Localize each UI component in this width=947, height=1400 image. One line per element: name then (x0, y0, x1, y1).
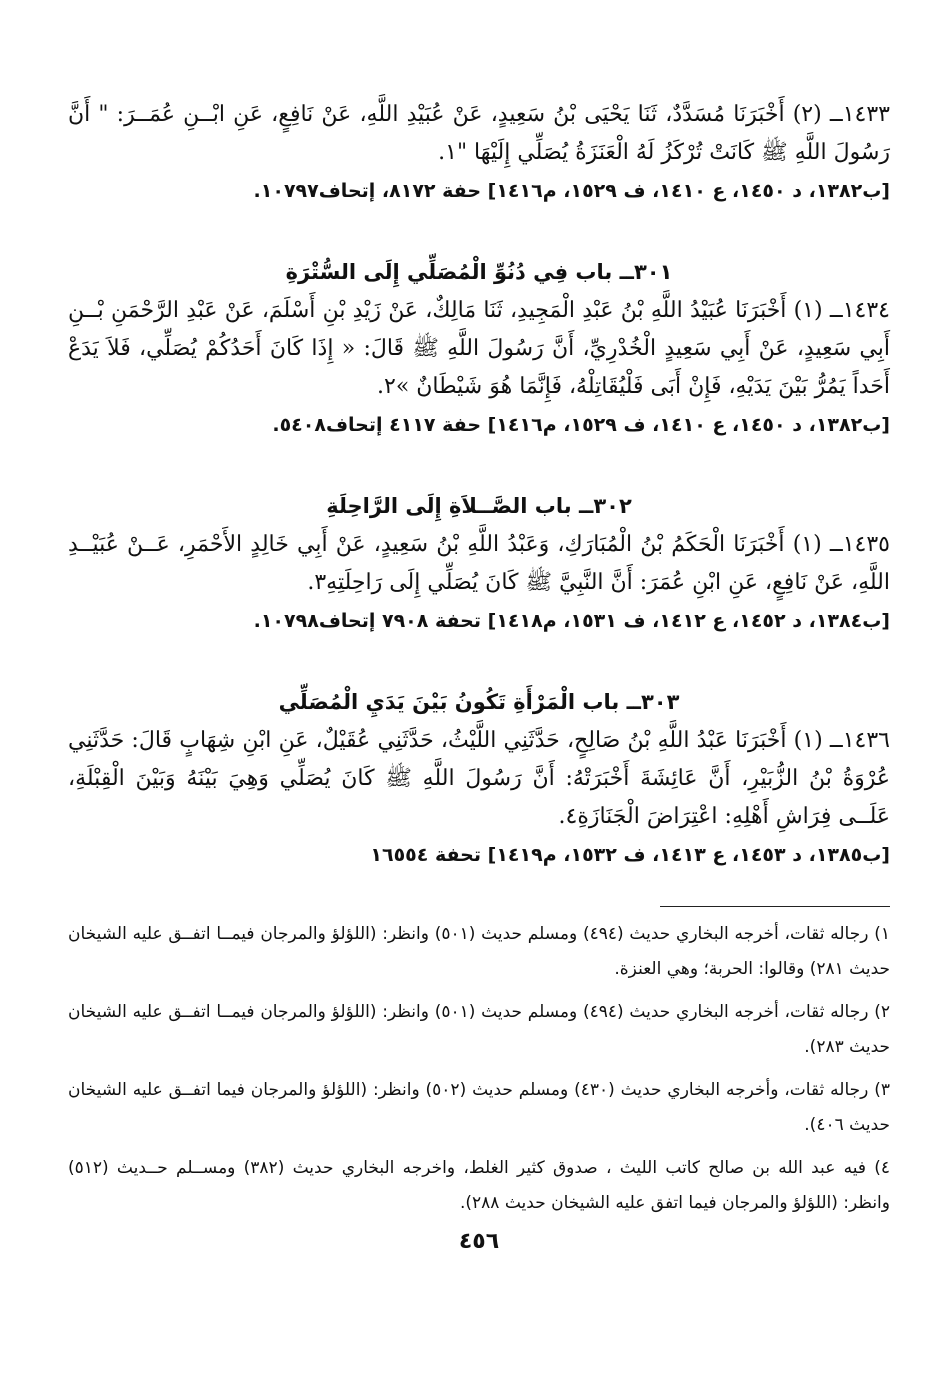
chapter-302-heading: ٣٠٢ــ باب الصَّــلاَةِ إِلَى الرَّاحِلَةِ (326, 494, 632, 518)
footnote-separator (660, 906, 890, 907)
hadith-1435-references: [ب١٣٨٤، د ١٤٥٢، ع ١٤١٢، ف ١٥٣١، م١٤١٨] تحفة ٧٩٠٨ إتحاف١٠٧٩٨. (253, 610, 890, 632)
chapter-301-heading: ٣٠١ــ باب فِي دُنُوِّ الْمُصَلِّي إِلَى السُّتْرَةِ (285, 260, 673, 284)
chapter-303-heading: ٣٠٣ــ باب الْمَرْأَةِ تَكُونُ بَيْنَ يَدَيِ الْمُصَلِّي (278, 690, 680, 714)
footnote-3: ٣) رجاله ثقات، وأخرجه البخاري حديث (٤٣٠) ومسلم حديث (٥٠٢) وانظر: (اللؤلؤ والمرجان فيما اتفــق عليه الشيخان حديث ٤٠٦). (68, 1080, 890, 1135)
footnote-4: ٤) فيه عبد الله بن صالح كاتب الليث ، صدوق كثير الغلط، واخرجه البخاري حديث (٣٨٢) ومســلم حــديث (٥١٢) وانظر: (اللؤلؤ والمرجان فيما اتفق عليه الشيخان حديث ٢٨٨). (68, 1158, 890, 1213)
hadith-1433: ١٤٣٣ــ (٢) أَخْبَرَنَا مُسَدَّدٌ، ثَنَا يَحْيَى بْنُ سَعِيدٍ، عَنْ عُبَيْدِ اللَّهِ، عَنْ نَافِعٍ، عَنِ ابْــنِ عُمَــرَ: " أَنَّ رَسُولَ اللَّهِ ﷺ كَانَتْ تُرْكَزُ لَهُ الْعَنَزَةُ يُصَلِّي إِلَيْهَا "١. (68, 102, 890, 165)
hadith-1436-references: [ب١٣٨٥، د ١٤٥٣، ع ١٤١٣، ف ١٥٣٢، م١٤١٩] تحفة ١٦٥٥٤ (370, 844, 890, 866)
book-page (68, 96, 890, 1254)
hadith-1433-references: [ب١٣٨٢، د ١٤٥٠، ع ١٤١٠، ف ١٥٢٩، م١٤١٦] حفة ٨١٧٢، إتحاف١٠٧٩٧. (253, 180, 890, 202)
hadith-1436: ١٤٣٦ــ (١) أَخْبَرَنَا عَبْدُ اللَّهِ بْنُ صَالِحٍ، حَدَّثَنِي اللَّيْثُ، حَدَّثَنِي عُقَيْلٌ، عَنِ ابْنِ شِهَابٍ قَالَ: حَدَّثَنِي عُرْوَةُ بْنُ الزُّبَيْرِ، أَنَّ عَائِشَةَ أَخْبَرَتْهُ: أَنَّ رَسُولَ اللَّهِ ﷺ كَانَ يُصَلِّي وَهِيَ بَيْنَهُ وَبَيْنَ الْقِبْلَةِ، عَلَــى فِرَاشِ أَهْلِهِ: اعْتِرَاضَ الْجَنَازَةِ٤. (68, 728, 890, 829)
footnote-1: ١) رجاله ثقات، أخرجه البخاري حديث (٤٩٤) ومسلم حديث (٥٠١) وانظر: (اللؤلؤ والمرجان فيمــا اتفــق عليه الشيخان حديث ٢٨١) وقالوا: الحربة؛ وهي العنزة. (68, 924, 890, 979)
hadith-1435: ١٤٣٥ــ (١) أَخْبَرَنَا الْحَكَمُ بْنُ الْمُبَارَكِ، وَعَبْدُ اللَّهِ بْنُ سَعِيدٍ، عَنْ أَبِي خَالِدٍ الأَحْمَرِ، عَــنْ عُبَيْــدِ اللَّهِ، عَنْ نَافِعٍ، عَنِ ابْنِ عُمَرَ: أَنَّ النَّبِيَّ ﷺ كَانَ يُصَلِّي إِلَى رَاحِلَتِهِ٣. (68, 532, 890, 595)
page-number: ٤٥٦ (458, 1229, 500, 1254)
footnote-2: ٢) رجاله ثقات، أخرجه البخاري حديث (٤٩٤) ومسلم حديث (٥٠١) وانظر: (اللؤلؤ والمرجان فيمــا اتفــق عليه الشيخان حديث ٢٨٣). (68, 1002, 890, 1057)
hadith-1434-references: [ب١٣٨٢، د ١٤٥٠، ع ١٤١٠، ف ١٥٢٩، م١٤١٦] حفة ٤١١٧ إتحاف٥٤٠٨. (272, 414, 890, 436)
hadith-1434: ١٤٣٤ــ (١) أَخْبَرَنَا عُبَيْدُ اللَّهِ بْنُ عَبْدِ الْمَجِيدِ، ثَنَا مَالِكٌ، عَنْ زَيْدِ بْنِ أَسْلَمَ، عَنْ عَبْدِ الرَّحْمَنِ بْــنِ أَبِي سَعِيدٍ، عَنْ أَبِي سَعِيدٍ الْخُدْرِيِّ، أَنَّ رَسُولَ اللَّهِ ﷺ قَالَ: « إِذَا كَانَ أَحَدُكُمْ يُصَلِّي، فَلاَ يَدَعْ أَحَداً يَمُرُّ بَيْنَ يَدَيْهِ، فَإِنْ أَبَى فَلْيُقَاتِلْهُ، فَإِنَّمَا هُوَ شَيْطَانٌ »٢. (68, 298, 890, 399)
